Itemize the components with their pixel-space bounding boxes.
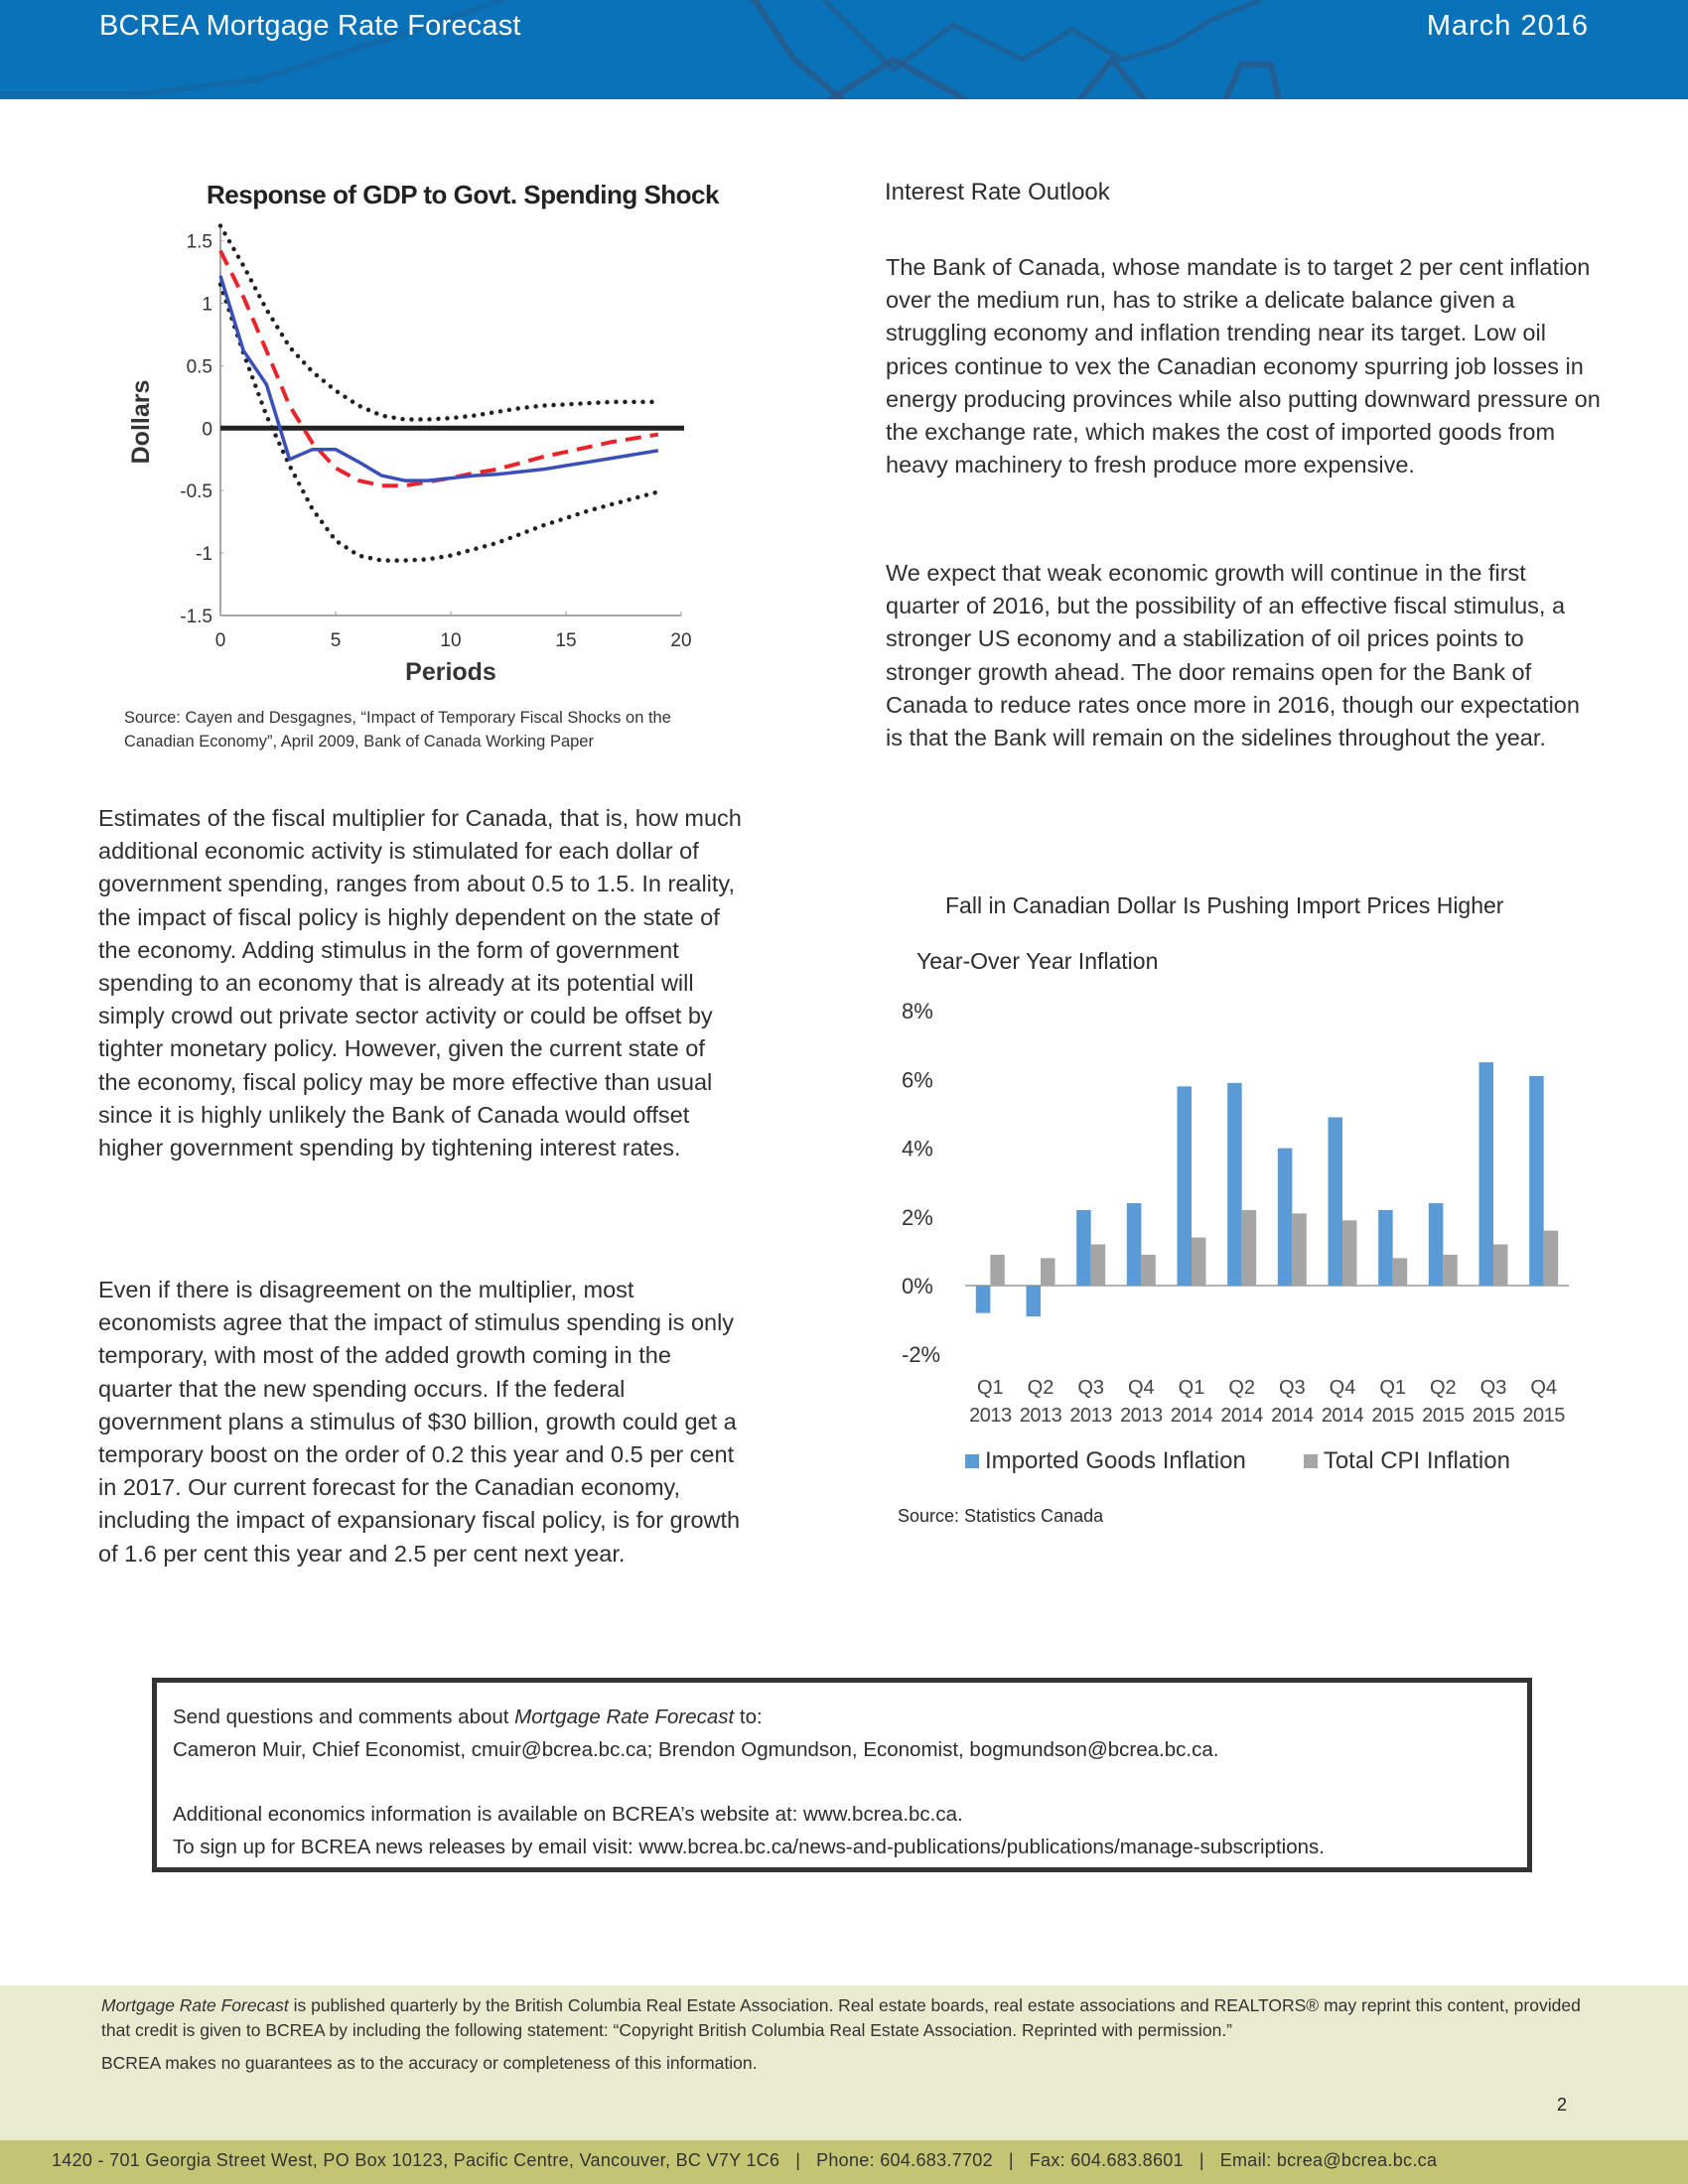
bar-imported bbox=[1127, 1203, 1141, 1286]
bar-cpi bbox=[1393, 1258, 1408, 1286]
x-tick-year: 2013 bbox=[1120, 1405, 1163, 1428]
subscription-info[interactable]: To sign up for BCREA news releases by email visit: www.bcrea.bc.ca/news-and-publications/publications/manage-subscriptions. bbox=[173, 1836, 1325, 1858]
address-bar bbox=[0, 2140, 1688, 2184]
y-tick-label: 0 bbox=[202, 419, 212, 441]
inflation-chart-ylabel: Year-Over Year Inflation bbox=[916, 948, 1159, 974]
y-tick-label: 1 bbox=[202, 294, 212, 316]
x-tick-quarter: Q4 bbox=[1329, 1377, 1356, 1400]
x-tick-quarter: Q2 bbox=[1027, 1377, 1055, 1400]
publication-name: Mortgage Rate Forecast bbox=[514, 1706, 735, 1728]
x-tick-year: 2013 bbox=[1019, 1405, 1062, 1428]
bar-cpi bbox=[1292, 1213, 1307, 1286]
series-line-upper-band bbox=[220, 226, 658, 420]
gdp-chart-source: Source: Cayen and Desgagnes, “Impact of Temporary Fiscal Shocks on the Canadian Economy”, April 2009, Bank of Canada Working Paper bbox=[124, 709, 671, 751]
y-tick-label: 0% bbox=[902, 1274, 933, 1298]
x-tick-year: 2015 bbox=[1522, 1405, 1565, 1428]
contact-intro-prefix: Send questions and comments about bbox=[173, 1706, 515, 1728]
x-tick-label: 0 bbox=[214, 630, 226, 651]
reprint-notice bbox=[101, 1993, 1611, 2043]
legend-label-imported: Imported Goods Inflation bbox=[985, 1447, 1246, 1474]
y-tick-label: -2% bbox=[902, 1342, 941, 1368]
legend-swatch-imported bbox=[965, 1454, 979, 1468]
bar-cpi bbox=[1041, 1258, 1055, 1286]
x-tick-quarter: Q2 bbox=[1228, 1377, 1256, 1400]
bar-cpi bbox=[1141, 1255, 1156, 1286]
bar-imported bbox=[1227, 1083, 1242, 1286]
bar-cpi bbox=[1192, 1238, 1206, 1286]
y-tick-label: -1.5 bbox=[180, 607, 212, 627]
bar-imported bbox=[1429, 1203, 1444, 1286]
contact-box bbox=[152, 1678, 1532, 1872]
legend-item-cpi bbox=[1304, 1447, 1510, 1475]
y-tick-label: 8% bbox=[902, 999, 933, 1024]
x-axis-label: Periods bbox=[405, 658, 496, 686]
inflation-chart-legend bbox=[965, 1447, 1510, 1475]
guarantee-notice: BCREA makes no guarantees as to the accuracy or completeness of this information. bbox=[101, 2053, 758, 2073]
y-tick-label: 6% bbox=[902, 1067, 933, 1093]
page-header bbox=[0, 0, 1688, 99]
legend-label-cpi: Total CPI Inflation bbox=[1323, 1447, 1510, 1474]
publication-name-footer: Mortgage Rate Forecast bbox=[101, 1995, 289, 2015]
x-tick-quarter: Q4 bbox=[1530, 1377, 1558, 1400]
bank-of-canada-paragraph: The Bank of Canada, whose mandate is to target 2 per cent inflation over the medium run, has to strike a delicate balance given a struggling economy and inflation trending near its target. Low oil prices continue to vex the Canadian economy spurring job losses in energy producing provinces while also putting downward pressure on the exchange rate, which makes the cost of imported goods from heavy machinery to fresh produce more expensive. bbox=[886, 254, 1601, 478]
page-number: 2 bbox=[1557, 2095, 1568, 2115]
x-tick-year: 2015 bbox=[1472, 1405, 1515, 1428]
series-line-lower-band bbox=[220, 285, 658, 561]
interest-rate-outlook-heading: Interest Rate Outlook bbox=[885, 179, 1110, 205]
contact-names[interactable]: Cameron Muir, Chief Economist, cmuir@bcrea.bc.ca; Brendon Ogmundson, Economist, bogmundson@bcrea.bc.ca. bbox=[173, 1738, 1219, 1761]
report-date: March 2016 bbox=[1426, 10, 1589, 42]
y-tick-label: -1 bbox=[196, 544, 212, 566]
x-tick-year: 2013 bbox=[1069, 1405, 1112, 1428]
contact-intro-suffix: to: bbox=[734, 1706, 763, 1728]
x-tick-year: 2013 bbox=[969, 1405, 1012, 1428]
reprint-text: is published quarterly by the British Columbia Real Estate Association. Real estate boards, real estate associations and REALTORS® may reprint this content, provided that credit is given to BCREA by including the following statement: “Copyright British Columbia Real Estate Association. Reprinted with permission.” bbox=[101, 1995, 1581, 2040]
gdp-chart-title: Response of GDP to Govt. Spending Shock bbox=[207, 180, 719, 209]
bar-cpi bbox=[990, 1255, 1005, 1286]
x-tick-year: 2014 bbox=[1170, 1405, 1213, 1428]
x-tick-quarter: Q3 bbox=[1479, 1377, 1507, 1400]
y-tick-label: 2% bbox=[902, 1204, 933, 1230]
bar-cpi bbox=[1443, 1255, 1458, 1286]
bar-imported bbox=[1076, 1210, 1091, 1286]
x-tick-quarter: Q1 bbox=[976, 1377, 1004, 1400]
bar-cpi bbox=[1493, 1244, 1508, 1286]
bar-imported bbox=[1329, 1117, 1343, 1286]
x-tick-label: 5 bbox=[330, 630, 342, 651]
legend-item-imported bbox=[965, 1447, 1246, 1475]
y-tick-label: 4% bbox=[902, 1136, 933, 1161]
bar-cpi bbox=[1342, 1220, 1357, 1286]
disclaimer-section bbox=[0, 1985, 1688, 2140]
bar-imported bbox=[1378, 1210, 1393, 1286]
gdp-response-chart bbox=[119, 218, 715, 695]
bar-cpi bbox=[1242, 1210, 1257, 1286]
y-tick-label: 0.5 bbox=[186, 356, 212, 378]
y-tick-label: 1.5 bbox=[186, 231, 212, 253]
x-tick-quarter: Q4 bbox=[1127, 1377, 1155, 1400]
x-tick-year: 2015 bbox=[1371, 1405, 1414, 1428]
y-tick-label: -0.5 bbox=[180, 481, 212, 503]
contact-address: 1420 - 701 Georgia Street West, PO Box 10123, Pacific Centre, Vancouver, BC V7Y 1C6 | Phone: 604.683.7702 | Fax: 604.683.8601 | Email: bcrea@bcrea.bc.ca bbox=[52, 2150, 1438, 2170]
x-tick-year: 2015 bbox=[1422, 1405, 1465, 1428]
inflation-chart-source: Source: Statistics Canada bbox=[898, 1506, 1104, 1526]
x-tick-quarter: Q1 bbox=[1178, 1377, 1205, 1400]
x-tick-quarter: Q3 bbox=[1278, 1377, 1306, 1400]
x-tick-label: 15 bbox=[555, 630, 577, 651]
x-tick-quarter: Q1 bbox=[1379, 1377, 1407, 1400]
x-tick-label: 20 bbox=[670, 630, 692, 651]
bar-imported bbox=[1027, 1286, 1042, 1316]
bar-cpi bbox=[1544, 1231, 1559, 1286]
bar-cpi bbox=[1091, 1244, 1106, 1286]
bar-imported bbox=[1479, 1062, 1494, 1286]
x-tick-year: 2014 bbox=[1321, 1405, 1364, 1428]
legend-swatch-cpi bbox=[1304, 1454, 1318, 1468]
x-tick-label: 10 bbox=[440, 630, 462, 651]
growth-expectation-paragraph: We expect that weak economic growth will continue in the first quarter of 2016, but the possibility of an effective fiscal stimulus, a stronger US economy and a stabilization of oil prices points to stronger growth ahead. The door remains open for the Bank of Canada to reduce rates once more in 2016, though our expectation is that the Bank will remain on the sidelines throughout the year. bbox=[886, 560, 1580, 751]
bar-imported bbox=[976, 1286, 991, 1313]
series-line-point-estimate bbox=[220, 276, 658, 480]
inflation-chart-title: Fall in Canadian Dollar Is Pushing Import Prices Higher bbox=[945, 892, 1504, 918]
x-tick-quarter: Q2 bbox=[1429, 1377, 1457, 1400]
stimulus-paragraph: Even if there is disagreement on the multiplier, most economists agree that the impact of stimulus spending is only temporary, with most of the added growth coming in the quarter that the new spending occurs. If the federal government plans a stimulus of $30 billion, growth could get a temporary boost on the order of 0.2 this year and 0.5 per cent in 2017. Our current forecast for the Canadian economy, including the impact of expansionary fiscal policy, is for growth of 1.6 per cent this year and 2.5 per cent next year. bbox=[98, 1277, 741, 1567]
website-info[interactable]: Additional economics information is available on BCREA’s website at: www.bcrea.bc.ca. bbox=[173, 1803, 963, 1826]
x-tick-year: 2014 bbox=[1271, 1405, 1314, 1428]
x-tick-year: 2014 bbox=[1220, 1405, 1263, 1428]
bar-imported bbox=[1278, 1149, 1293, 1286]
fiscal-multiplier-paragraph: Estimates of the fiscal multiplier for Canada, that is, how much additional economic activity is stimulated for each dollar of government spending, ranges from about 0.5 to 1.5. In reality, the impact of fiscal policy is highly dependent on the state of the economy. Adding stimulus in the form of government spending to an economy that is already at its potential will simply crowd out private sector activity or could be offset by tighter monetary policy. However, given the current state of the economy, fiscal policy may be more effective than usual since it is highly unlikely the Bank of Canada would offset higher government spending by tightening interest rates. bbox=[98, 805, 742, 1161]
bar-imported bbox=[1178, 1086, 1193, 1286]
x-tick-quarter: Q3 bbox=[1077, 1377, 1105, 1400]
contact-intro bbox=[173, 1701, 1511, 1733]
report-title: BCREA Mortgage Rate Forecast bbox=[99, 10, 521, 42]
inflation-bar-chart bbox=[884, 983, 1599, 1439]
bar-imported bbox=[1529, 1076, 1544, 1286]
y-axis-label: Dollars bbox=[127, 379, 155, 465]
